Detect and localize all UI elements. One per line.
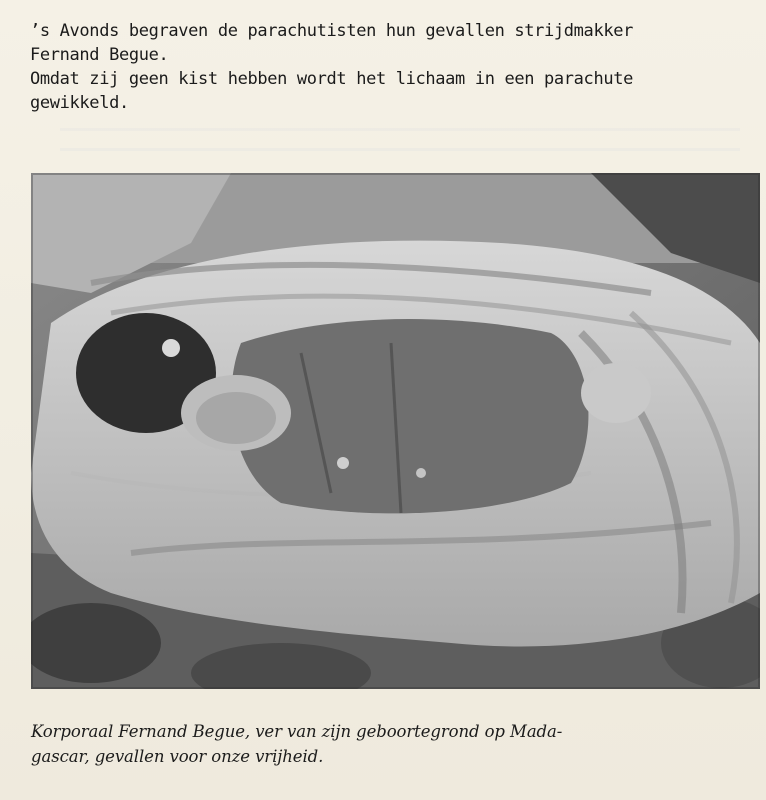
photograph xyxy=(31,173,760,689)
photo-illustration xyxy=(31,173,760,689)
caption-line: gascar, gevallen voor onze vrijheid. xyxy=(31,747,324,766)
intro-line: ’s Avonds begraven de parachutisten hun gevallen strijdmakker xyxy=(30,21,633,41)
caption-line: Korporaal Fernand Begue, ver van zijn geboortegrond op Mada- xyxy=(31,722,563,741)
photo-caption xyxy=(31,719,731,769)
show-through-texture xyxy=(60,128,740,168)
intro-paragraph xyxy=(30,19,730,115)
intro-line: Fernand Begue. xyxy=(30,45,169,65)
intro-line: Omdat zij geen kist hebben wordt het lichaam in een parachute xyxy=(30,69,633,89)
intro-line: gewikkeld. xyxy=(30,93,129,113)
